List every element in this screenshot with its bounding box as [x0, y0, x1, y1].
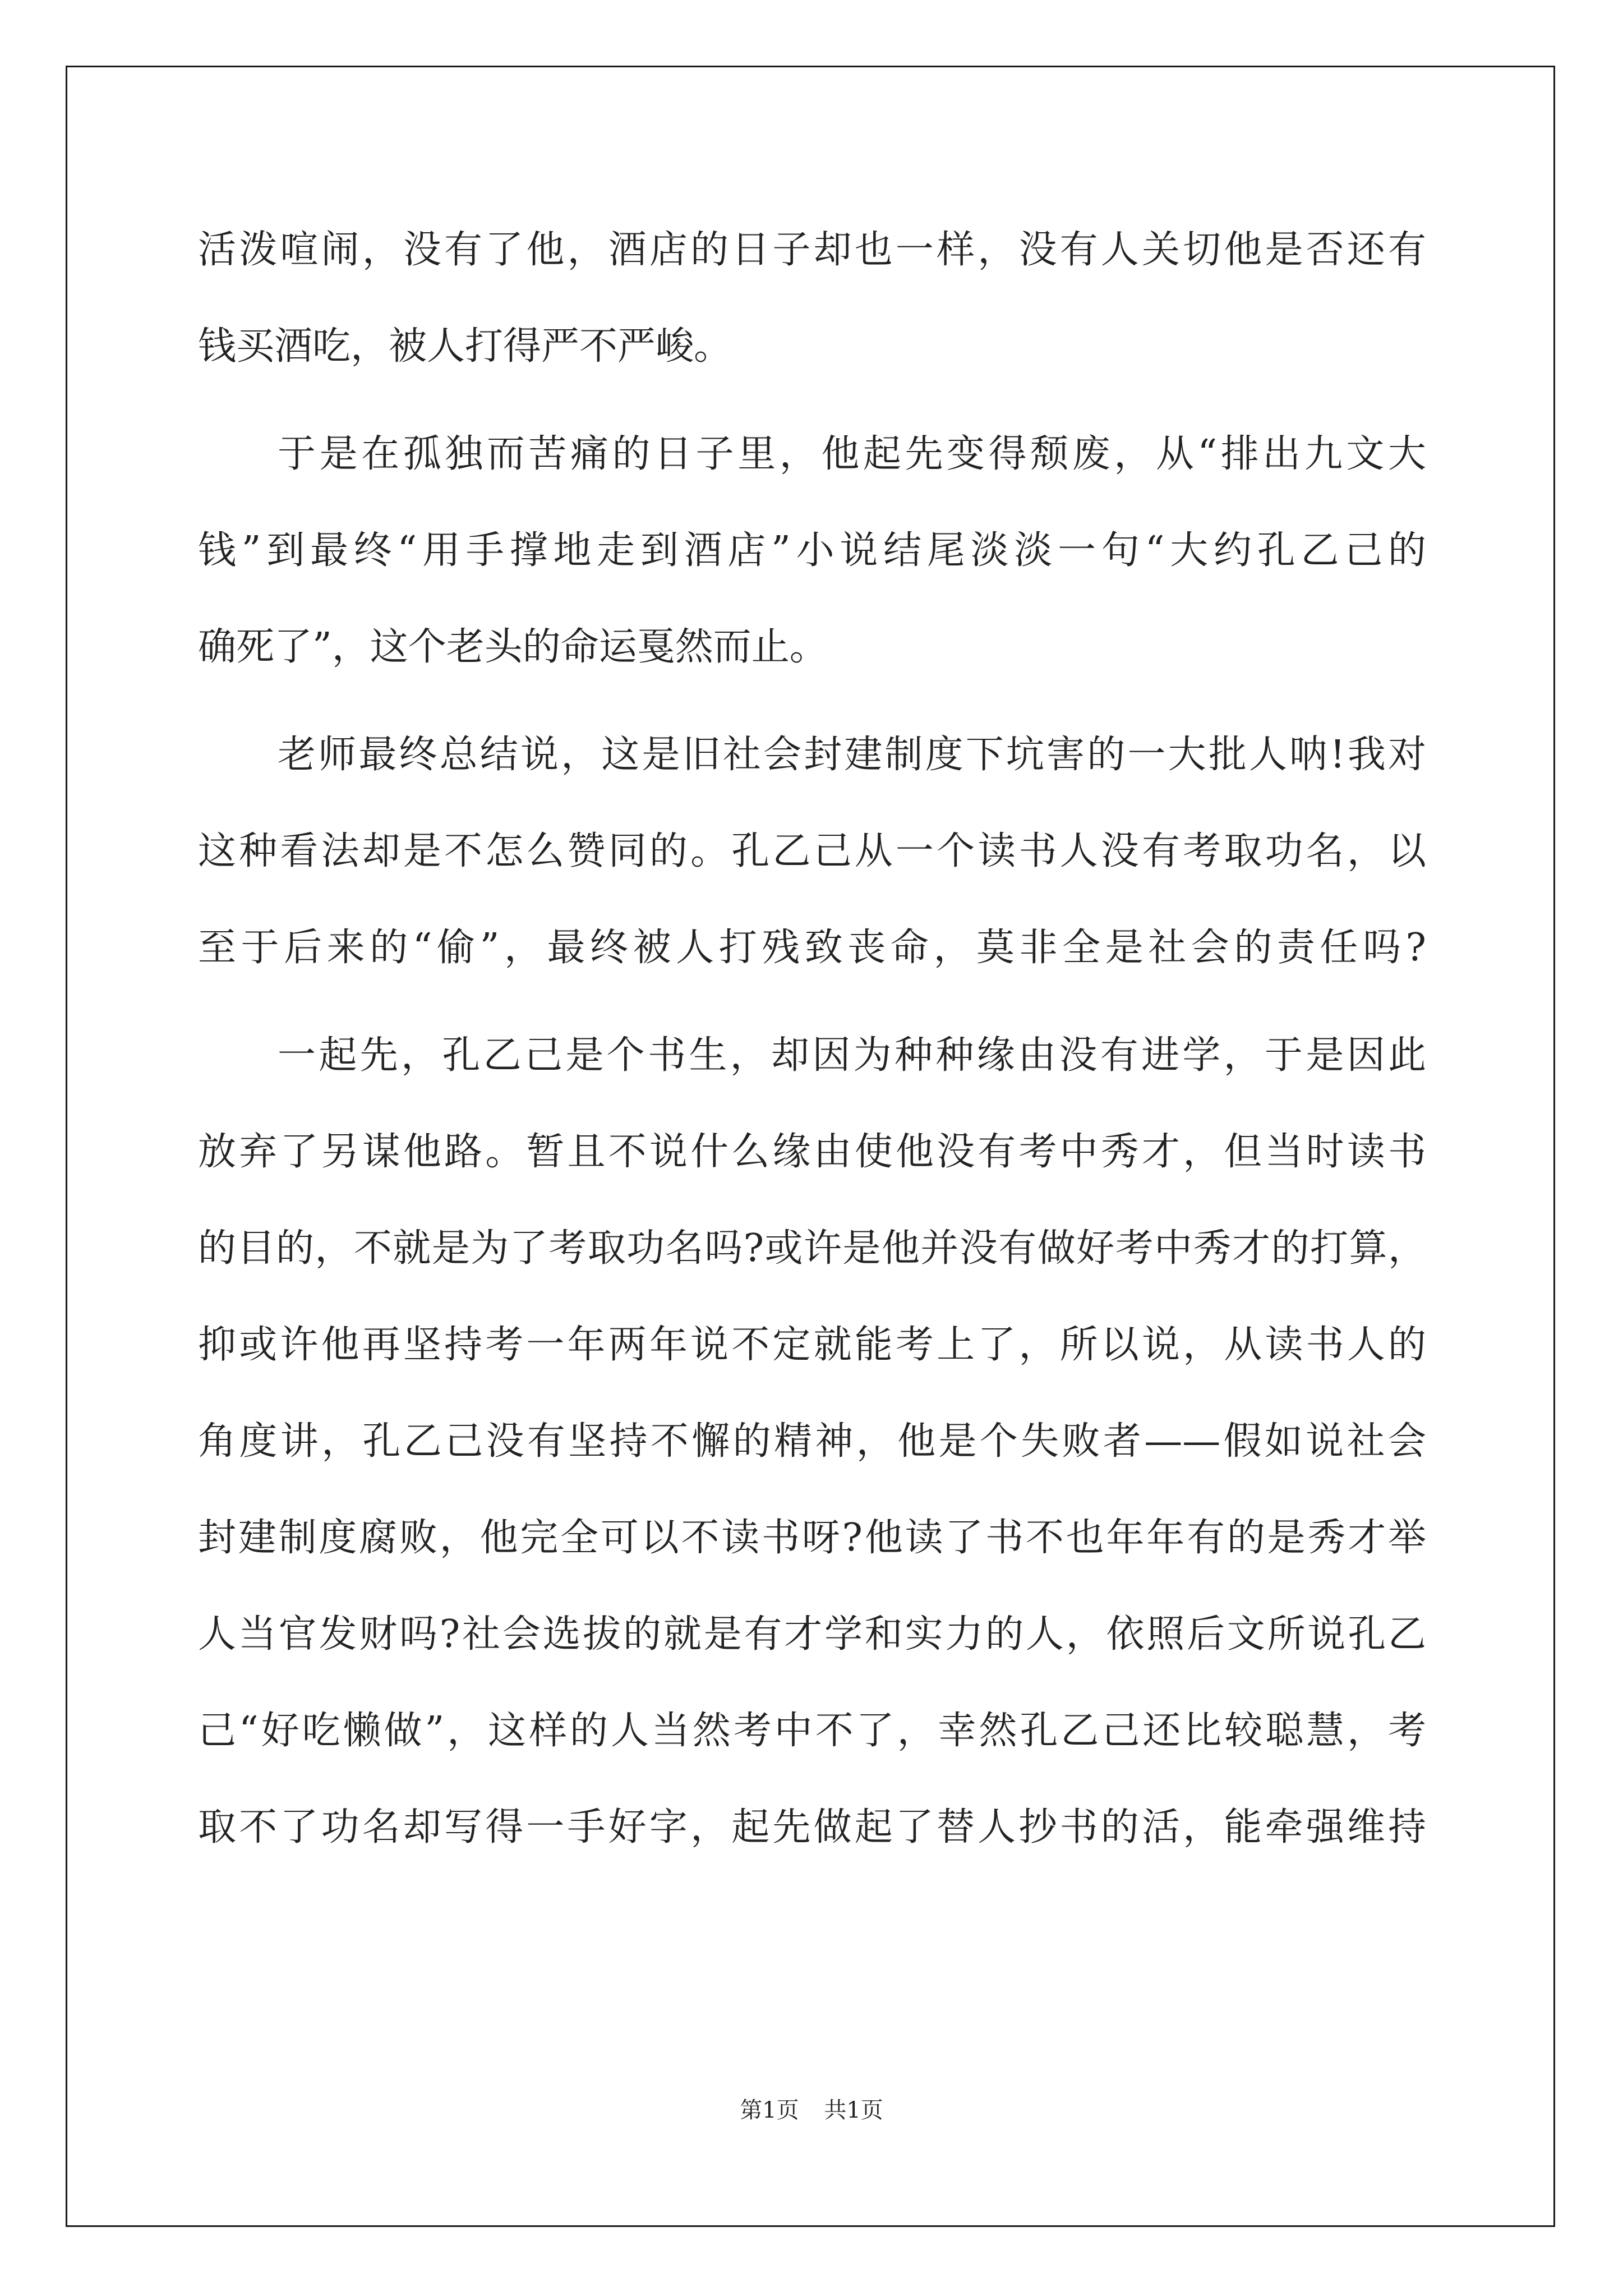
text-line: 的目的，不就是为了考取功名吗?或许是他并没有做好考中秀才的打算， [198, 1226, 1426, 1271]
paragraph-first-line: 于是在孤独而苦痛的日子里，他起先变得颓废，从“排出九文大 [278, 432, 1426, 476]
text-line: 确死了”，这个老头的命运戛然而止。 [198, 625, 828, 669]
paragraph-first-line: 老师最终总结说，这是旧社会封建制度下坑害的一大批人呐!我对 [278, 733, 1426, 777]
text-line: 钱”到最终“用手撑地走到酒店”小说结尾淡淡一句“大约孔乙己的 [198, 528, 1426, 573]
page-total: 共1页 [824, 2097, 883, 2123]
text-line: 己“好吃懒做”，这样的人当然考中不了，幸然孔乙己还比较聪慧，考 [198, 1709, 1426, 1753]
text-line: 至于后来的“偷”，最终被人打残致丧命，莫非全是社会的责任吗? [198, 926, 1426, 970]
page-footer [0, 2092, 1623, 2124]
text-line: 角度讲，孔乙己没有坚持不懈的精神，他是个失败者——假如说社会 [198, 1419, 1426, 1464]
paragraph-first-line: 一起先，孔乙己是个书生，却因为种种缘由没有进学，于是因此 [278, 1033, 1426, 1078]
text-line: 人当官发财吗?社会选拔的就是有才学和实力的人，依照后文所说孔乙 [198, 1612, 1426, 1657]
text-line: 这种看法却是不怎么赞同的。孔乙己从一个读书人没有考取功名，以 [198, 829, 1426, 873]
text-line: 取不了功名却写得一手好字，起先做起了替人抄书的活，能牵强维持 [198, 1805, 1426, 1849]
text-line: 抑或许他再坚持考一年两年说不定就能考上了，所以说，从读书人的 [198, 1323, 1426, 1367]
text-line: 活泼喧闹，没有了他，酒店的日子却也一样，没有人关切他是否还有 [198, 228, 1426, 272]
text-line: 封建制度腐败，他完全可以不读书呀?他读了书不也年年有的是秀才举 [198, 1516, 1426, 1560]
page-number: 第1页 [740, 2097, 799, 2123]
text-line: 放弃了另谋他路。暂且不说什么缘由使他没有考中秀才，但当时读书 [198, 1130, 1426, 1174]
document-body [198, 202, 1426, 1876]
text-line: 钱买酒吃，被人打得严不严峻。 [198, 324, 732, 369]
